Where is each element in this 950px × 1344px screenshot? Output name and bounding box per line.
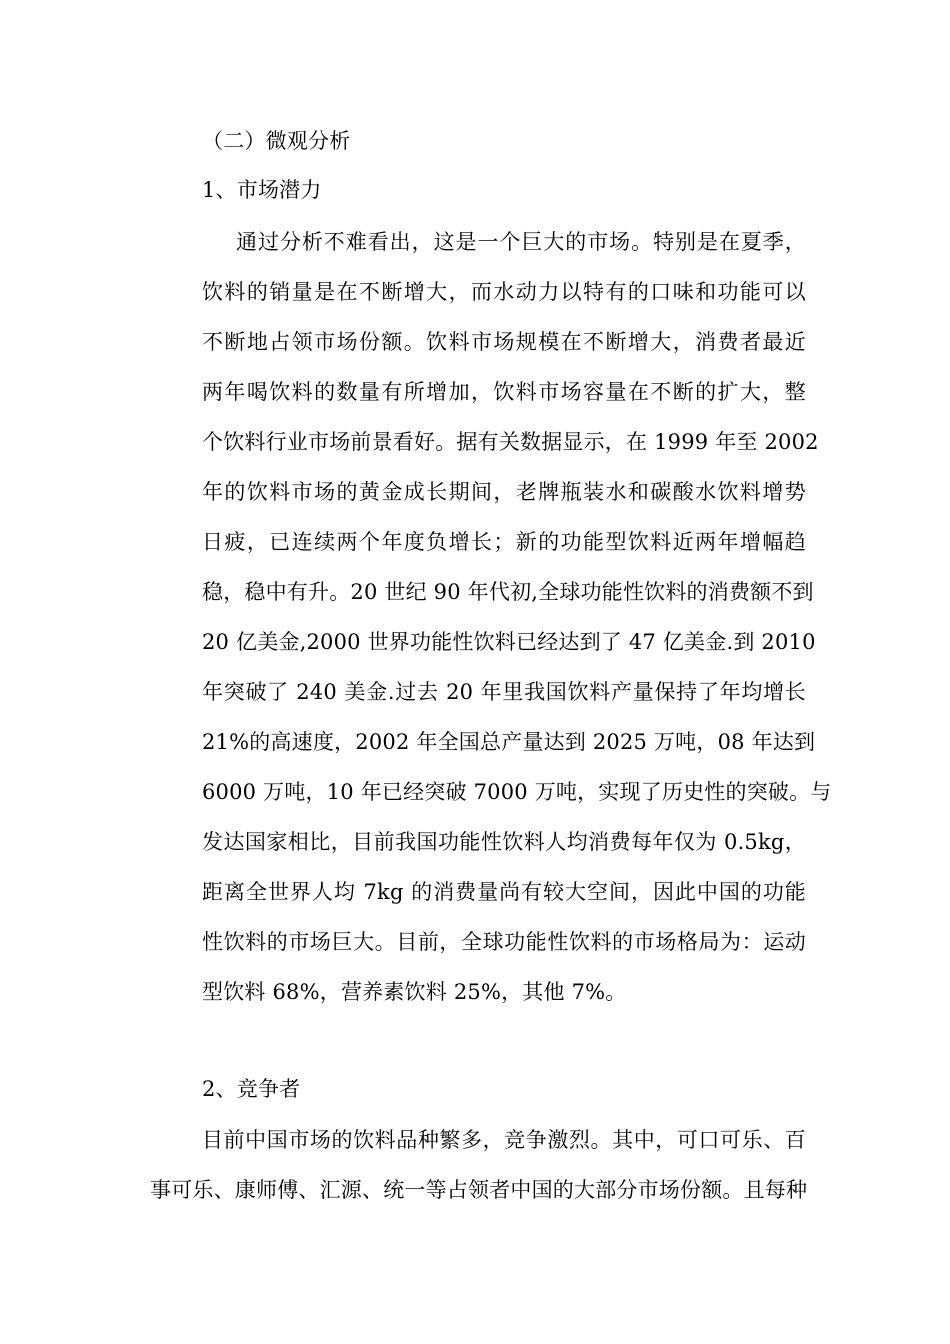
paragraph-line: 目前中国市场的饮料品种繁多，竞争激烈。其中，可口可乐、百: [202, 1128, 806, 1152]
paragraph-line: 两年喝饮料的数量有所增加，饮料市场容量在不断的扩大，整: [202, 380, 806, 404]
paragraph-line: 通过分析不难看出，这是一个巨大的市场。特别是在夏季，: [236, 230, 806, 254]
paragraph-line: 型饮料 68%，营养素饮料 25%，其他 7%。: [202, 980, 627, 1004]
paragraph-line: 日疲，已连续两个年度负增长；新的功能型饮料近两年增幅趋: [202, 530, 806, 554]
paragraph-line: 发达国家相比，目前我国功能性饮料人均消费每年仅为 0.5kg，: [202, 830, 806, 854]
paragraph-line: 年突破了 240 美金.过去 20 年里我国饮料产量保持了年均增长: [202, 680, 806, 704]
paragraph-line: 20 亿美金,2000 世界功能性饮料已经达到了 47 亿美金.到 2010: [202, 630, 816, 654]
paragraph-line: 不断地占领市场份额。饮料市场规模在不断增大，消费者最近: [202, 330, 806, 354]
paragraph-line: 稳，稳中有升。20 世纪 90 年代初,全球功能性饮料的消费额不到: [202, 580, 814, 604]
paragraph-line: 年的饮料市场的黄金成长期间，老牌瓶装水和碳酸水饮料增势: [202, 480, 806, 504]
subsection-1-heading: 1、市场潜力: [202, 178, 322, 202]
paragraph-line: 21%的高速度，2002 年全国总产量达到 2025 万吨，08 年达到: [202, 730, 816, 754]
subsection-2-heading: 2、竞争者: [202, 1077, 301, 1101]
paragraph-line: 饮料的销量是在不断增大，而水动力以特有的口味和功能可以: [202, 280, 806, 304]
paragraph-line: 距离全世界人均 7kg 的消费量尚有较大空间，因此中国的功能: [202, 880, 806, 904]
paragraph-line: 6000 万吨，10 年已经突破 7000 万吨，实现了历史性的突破。与: [202, 780, 832, 804]
section-heading: （二）微观分析: [202, 129, 351, 153]
paragraph-line: 性饮料的市场巨大。目前，全球功能性饮料的市场格局为：运动: [202, 930, 806, 954]
paragraph-line: 个饮料行业市场前景看好。据有关数据显示，在 1999 年至 2002: [202, 430, 819, 454]
paragraph-line: 事可乐、康师傅、汇源、统一等占领者中国的大部分市场份额。且每种: [150, 1178, 808, 1202]
